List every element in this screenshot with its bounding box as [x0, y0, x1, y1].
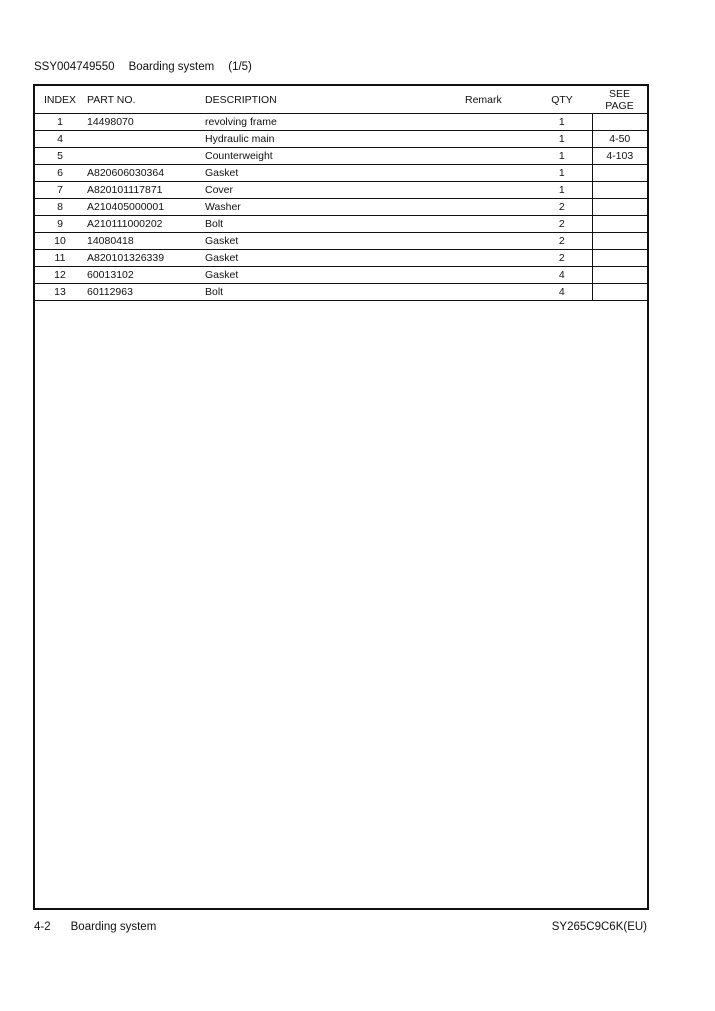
table-row [35, 148, 647, 165]
cell-description: Hydraulic main [205, 131, 465, 148]
cell-description: Gasket [205, 233, 465, 250]
cell-remark [465, 284, 532, 301]
cell-part-no [85, 131, 205, 148]
cell-index: 9 [35, 216, 85, 233]
col-header-qty: QTY [532, 86, 592, 114]
cell-qty: 1 [532, 131, 592, 148]
footer-section: Boarding system [70, 921, 157, 933]
table-row [35, 250, 647, 267]
cell-description: Gasket [205, 250, 465, 267]
doc-title: Boarding system [128, 61, 215, 73]
cell-part-no: A210405000001 [85, 199, 205, 216]
cell-index: 1 [35, 114, 85, 131]
cell-part-no: A820101326339 [85, 250, 205, 267]
cell-see-page [592, 182, 647, 199]
cell-see-page [592, 233, 647, 250]
cell-qty: 2 [532, 233, 592, 250]
cell-remark [465, 131, 532, 148]
cell-qty: 2 [532, 216, 592, 233]
cell-remark [465, 233, 532, 250]
col-header-remark: Remark [465, 86, 532, 114]
cell-part-no: A210111000202 [85, 216, 205, 233]
cell-see-page [592, 216, 647, 233]
parts-list-frame [33, 84, 649, 910]
cell-index: 12 [35, 267, 85, 284]
cell-see-page: 4-50 [592, 131, 647, 148]
col-header-see-page [592, 86, 647, 114]
cell-qty: 1 [532, 114, 592, 131]
cell-description: Counterweight [205, 148, 465, 165]
cell-see-page [592, 114, 647, 131]
cell-remark [465, 165, 532, 182]
cell-index: 10 [35, 233, 85, 250]
cell-description: Cover [205, 182, 465, 199]
cell-see-page [592, 199, 647, 216]
cell-see-page [592, 284, 647, 301]
footer-model: SY265C9C6K(EU) [551, 921, 647, 933]
cell-index: 5 [35, 148, 85, 165]
table-row [35, 199, 647, 216]
table-row [35, 165, 647, 182]
cell-index: 8 [35, 199, 85, 216]
cell-part-no: A820101117871 [85, 182, 205, 199]
see-page-line2: PAGE [605, 99, 634, 112]
table-row [35, 131, 647, 148]
cell-index: 4 [35, 131, 85, 148]
cell-description: Bolt [205, 284, 465, 301]
table-row [35, 233, 647, 250]
cell-see-page [592, 165, 647, 182]
cell-index: 11 [35, 250, 85, 267]
cell-qty: 1 [532, 182, 592, 199]
cell-qty: 4 [532, 267, 592, 284]
cell-see-page [592, 250, 647, 267]
see-page-line1: SEE [608, 87, 630, 100]
cell-part-no: 14080418 [85, 233, 205, 250]
col-header-description: DESCRIPTION [205, 86, 465, 114]
cell-remark [465, 250, 532, 267]
cell-description: revolving frame [205, 114, 465, 131]
cell-remark [465, 199, 532, 216]
cell-description: Bolt [205, 216, 465, 233]
cell-see-page [592, 267, 647, 284]
table-body [35, 114, 647, 301]
cell-part-no: A820606030364 [85, 165, 205, 182]
table-row [35, 182, 647, 199]
table-header-row [35, 86, 647, 114]
cell-qty: 1 [532, 148, 592, 165]
footer-left [34, 921, 156, 933]
col-header-index: INDEX [35, 86, 85, 114]
table-row [35, 284, 647, 301]
parts-table [35, 86, 647, 301]
doc-number: SSY004749550 [34, 61, 115, 73]
cell-description: Gasket [205, 267, 465, 284]
cell-remark [465, 182, 532, 199]
cell-qty: 1 [532, 165, 592, 182]
cell-part-no [85, 148, 205, 165]
cell-part-no: 60112963 [85, 284, 205, 301]
document-header [34, 61, 266, 73]
cell-index: 6 [35, 165, 85, 182]
cell-qty: 4 [532, 284, 592, 301]
table-row [35, 114, 647, 131]
cell-description: Washer [205, 199, 465, 216]
cell-remark [465, 216, 532, 233]
table-row [35, 216, 647, 233]
cell-index: 7 [35, 182, 85, 199]
cell-remark [465, 114, 532, 131]
cell-remark [465, 148, 532, 165]
footer-page-number: 4-2 [34, 921, 51, 933]
cell-part-no: 14498070 [85, 114, 205, 131]
cell-see-page: 4-103 [592, 148, 647, 165]
col-header-part-no: PART NO. [85, 86, 205, 114]
cell-part-no: 60013102 [85, 267, 205, 284]
cell-description: Gasket [205, 165, 465, 182]
cell-index: 13 [35, 284, 85, 301]
page-of: (1/5) [228, 61, 252, 73]
cell-remark [465, 267, 532, 284]
cell-qty: 2 [532, 250, 592, 267]
table-row [35, 267, 647, 284]
cell-qty: 2 [532, 199, 592, 216]
